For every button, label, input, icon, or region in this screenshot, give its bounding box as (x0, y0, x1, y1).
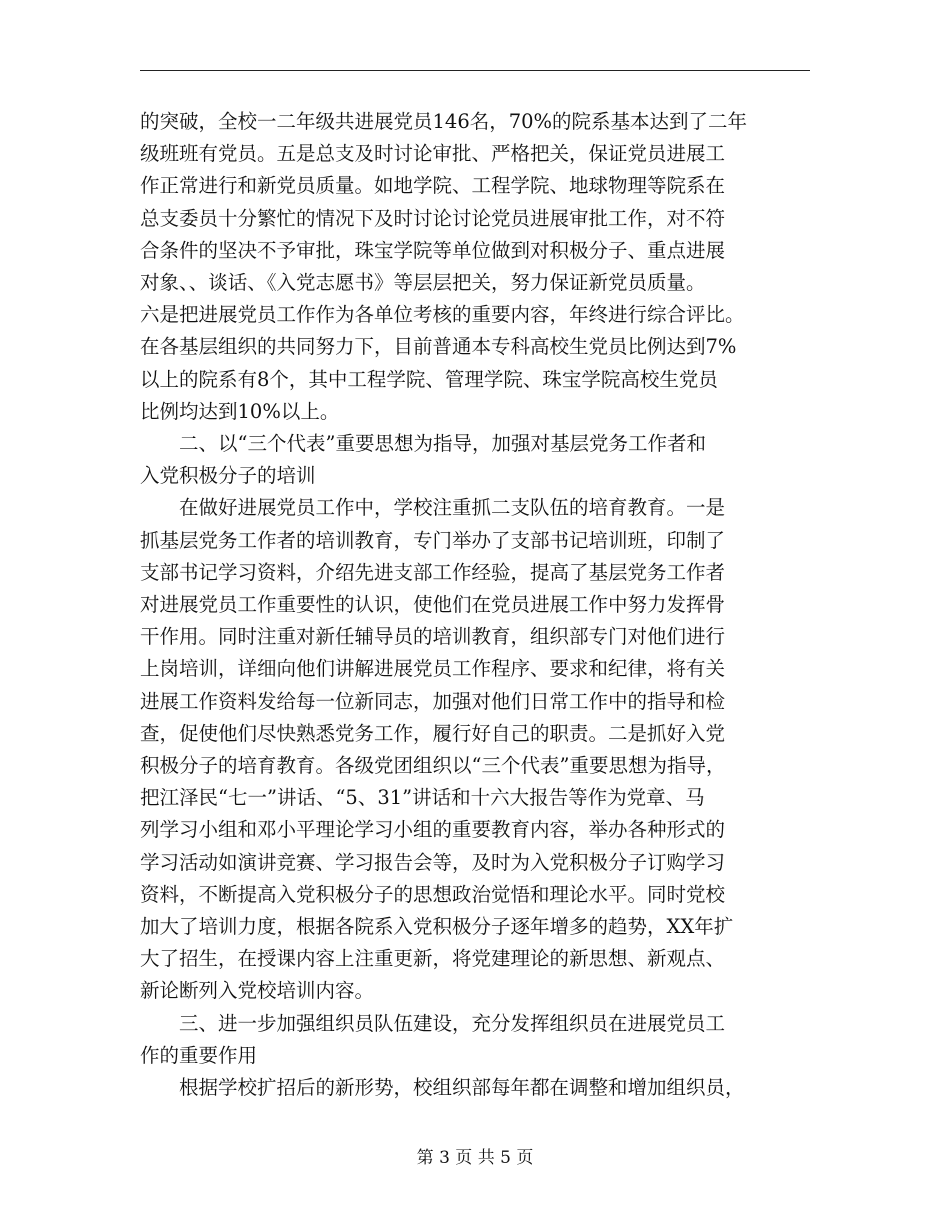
page-number: 第 3 页 共 5 页 (416, 1148, 534, 1168)
section-heading-line: 三、进一步加强组织员队伍建设，充分发挥组织员在进展党员工 (140, 1011, 726, 1035)
document-body (140, 106, 812, 1104)
text-line: 作正常进行和新党员质量。如地学院、工程学院、地球物理等院系在 (140, 174, 726, 198)
text-line: 新论断列入党校培训内容。 (140, 979, 375, 1003)
text-line: 总支委员十分繁忙的情况下及时讨论讨论党员进展审批工作，对不符 (140, 206, 726, 230)
text-line: 上岗培训，详细向他们讲解进展党员工作程序、要求和纪律，将有关 (140, 657, 726, 681)
text-line: 抓基层党务工作者的培训教育，专门举办了支部书记培训班，印制了 (140, 528, 726, 552)
text-line: 以上的院系有8个，其中工程学院、管理学院、珠宝学院高校生党员 (140, 367, 718, 391)
text-line: 合条件的坚决不予审批，珠宝学院等单位做到对积极分子、重点进展 (140, 238, 726, 262)
text-line: 查，促使他们尽快熟悉党务工作，履行好自己的职责。二是抓好入党 (140, 721, 726, 745)
text-line: 六是把进展党员工作作为各单位考核的重要内容，年终进行综合评比。 (140, 303, 745, 327)
text-line: 干作用。同时注重对新任辅导员的培训教育，组织部专门对他们进行 (140, 625, 726, 649)
text-line: 支部书记学习资料，介绍先进支部工作经验，提高了基层党务工作者 (140, 560, 726, 584)
text-line: 学习活动如演讲竞赛、学习报告会等，及时为入党积极分子订购学习 (140, 850, 726, 874)
text-line: 比例均达到10%以上。 (140, 399, 340, 423)
text-line: 列学习小组和邓小平理论学习小组的重要教育内容，举办各种形式的 (140, 818, 726, 842)
text-line: 大了招生，在授课内容上注重更新，将党建理论的新思想、新观点、 (140, 947, 726, 971)
body-text (140, 106, 812, 1104)
section-heading-line: 二、以“三个代表”重要思想为指导，加强对基层党务工作者和 (140, 432, 706, 456)
text-line: 积极分子的培育教育。各级党团组织以“三个代表”重要思想为指导， (140, 754, 726, 778)
section-heading-line: 入党积极分子的培训 (140, 464, 316, 488)
text-line: 进展工作资料发给每一位新同志，加强对他们日常工作中的指导和检 (140, 689, 726, 713)
text-line: 资料，不断提高入党积极分子的思想政治觉悟和理论水平。同时党校 (140, 882, 726, 906)
text-line: 把江泽民“七一”讲话、“5、31”讲话和十六大报告等作为党章、马 (140, 786, 705, 810)
text-line: 的突破，全校一二年级共进展党员146名，70%的院系基本达到了二年 (140, 110, 748, 133)
header-rule (140, 70, 810, 71)
text-line: 对进展党员工作重要性的认识，使他们在党员进展工作中努力发挥骨 (140, 593, 726, 617)
text-line: 在各基层组织的共同努力下，目前普通本专科高校生党员比例达到7% (140, 335, 737, 359)
text-line: 加大了培训力度，根据各院系入党积极分子逐年增多的趋势，XX年扩 (140, 915, 734, 939)
text-line: 根据学校扩招后的新形势，校组织部每年都在调整和增加组织员， (140, 1076, 745, 1100)
text-line: 对象、、谈话、《入党志愿书》等层层把关，努力保证新党员质量。 (140, 271, 706, 295)
page-footer (0, 1148, 950, 1168)
text-line: 级班班有党员。五是总支及时讨论审批、严格把关，保证党员进展工 (140, 142, 726, 166)
text-line: 在做好进展党员工作中，学校注重抓二支队伍的培育教育。一是 (140, 496, 726, 520)
section-heading-line: 作的重要作用 (140, 1043, 258, 1067)
